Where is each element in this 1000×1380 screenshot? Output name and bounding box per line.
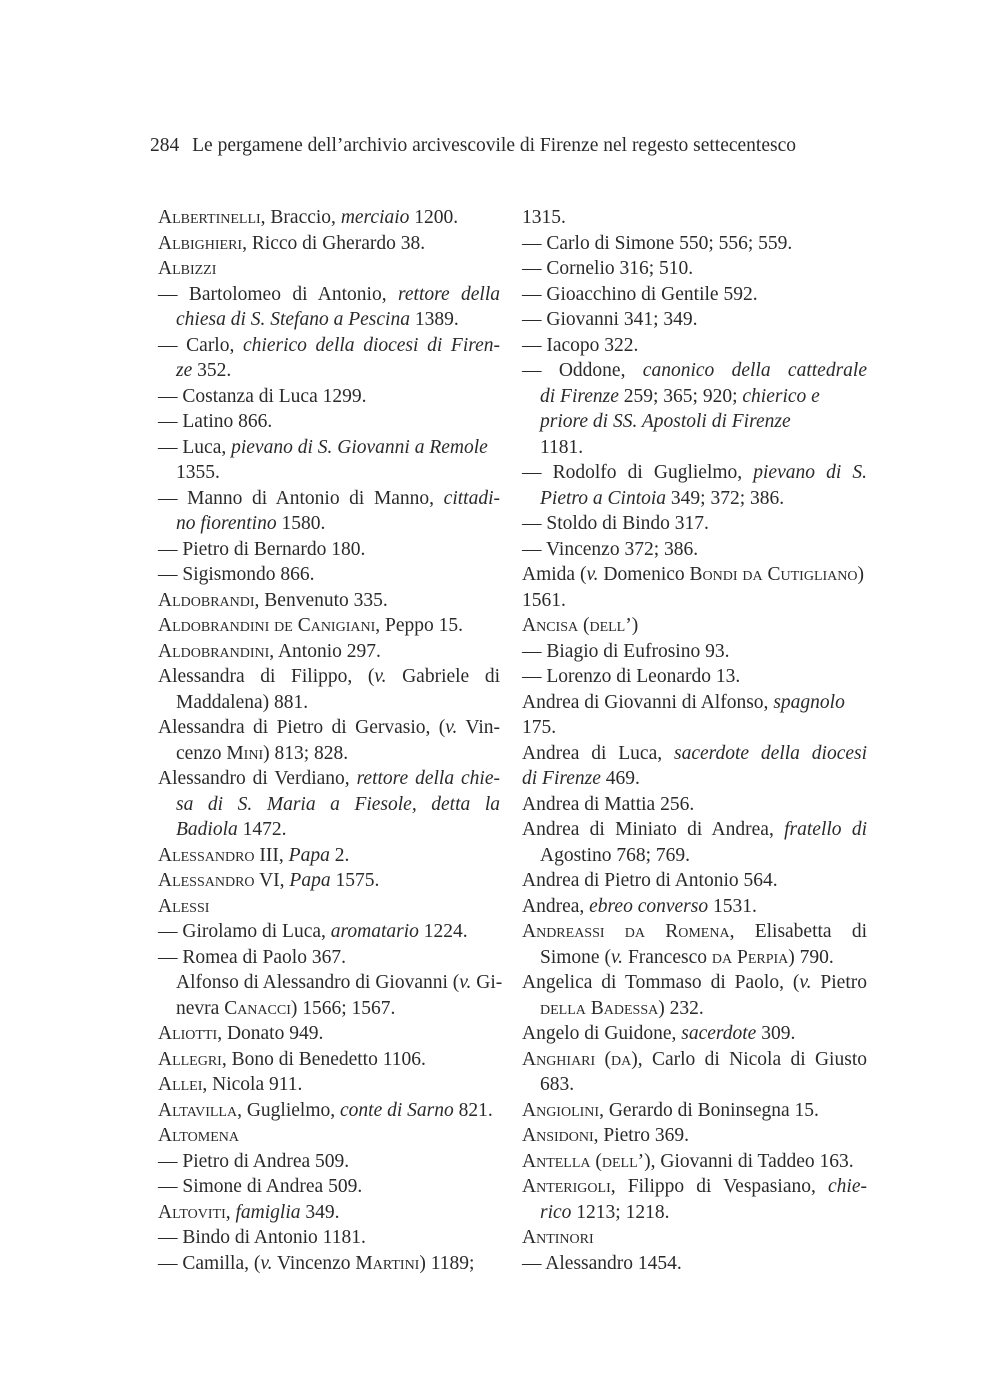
index-entry-line bbox=[522, 562, 867, 588]
index-entry-line bbox=[158, 1174, 500, 1200]
entry-text: aromatario bbox=[330, 921, 419, 942]
entry-text: — Girolamo di Luca, bbox=[158, 921, 331, 942]
entry-text: 1355. bbox=[176, 462, 220, 483]
entry-text: — Stoldo di Bindo 317. bbox=[522, 513, 709, 534]
entry-text: 469. bbox=[600, 768, 640, 789]
entry-text: Agostino 768; 769. bbox=[540, 844, 691, 866]
entry-text: , Giovanni di Taddeo 163. bbox=[650, 1150, 854, 1172]
entry-text: — Alessandro 1454. bbox=[522, 1252, 682, 1274]
entry-text: Andrea di Giovanni di Alfonso, bbox=[522, 691, 774, 713]
entry-text: Alfonso di Alessandro di Giovanni ( bbox=[176, 972, 460, 993]
index-entry-line bbox=[522, 1123, 867, 1149]
index-entry-line bbox=[158, 537, 500, 563]
entry-text: — Cornelio 316; 510. bbox=[522, 258, 694, 279]
entry-text: ) 1189; bbox=[419, 1252, 475, 1274]
entry-text: , Carlo di Nicola di Giusto bbox=[637, 1048, 867, 1070]
entry-text: di Firenze bbox=[522, 768, 601, 789]
entry-text: 1181. bbox=[540, 436, 584, 458]
index-entry-line bbox=[522, 1200, 867, 1226]
index-entry-line bbox=[522, 1021, 867, 1047]
index-entry-line bbox=[522, 715, 867, 741]
entry-text: Anterigoli bbox=[522, 1176, 611, 1197]
entry-text: 1200. bbox=[409, 207, 459, 228]
entry-text: v. bbox=[445, 717, 458, 738]
entry-text: Aliotti bbox=[158, 1023, 218, 1044]
index-entry-line bbox=[158, 333, 500, 359]
entry-text: — Manno di Antonio di Manno, bbox=[158, 487, 444, 509]
entry-text: Ansidoni bbox=[522, 1125, 594, 1146]
entry-text: — Simone di Andrea 509. bbox=[158, 1176, 363, 1197]
entry-text: chie- bbox=[828, 1176, 867, 1197]
entry-text: Andrea di Mattia 256. bbox=[522, 793, 695, 815]
entry-text: Andrea di Miniato di Andrea, bbox=[522, 819, 785, 840]
index-entry-line bbox=[158, 460, 500, 486]
entry-text: v. bbox=[374, 666, 387, 687]
entry-text: Alessandro bbox=[158, 870, 255, 891]
entry-text: ) 232. bbox=[658, 997, 704, 1019]
index-entry-line bbox=[158, 1123, 500, 1149]
entry-text: Gi- bbox=[471, 972, 503, 993]
entry-text: — Pietro di Bernardo 180. bbox=[158, 538, 366, 560]
entry-text: 1213; 1218. bbox=[571, 1201, 670, 1223]
index-entry-line bbox=[158, 945, 500, 971]
entry-text: Andrea, bbox=[522, 895, 590, 917]
index-entry-line bbox=[522, 307, 867, 333]
entry-text: Aldobrandini bbox=[158, 640, 270, 662]
index-entry-line bbox=[522, 511, 867, 537]
entry-text: — Gioacchino di Gentile 592. bbox=[522, 283, 758, 305]
index-entry-line bbox=[158, 409, 500, 435]
entry-text: ze bbox=[176, 360, 193, 381]
index-entry-line bbox=[158, 435, 500, 461]
entry-text: nevra bbox=[176, 997, 225, 1019]
entry-text: v. bbox=[260, 1252, 273, 1274]
entry-text: Alessandro di Verdiano, bbox=[158, 768, 357, 789]
entry-text: — Camilla, ( bbox=[158, 1252, 261, 1274]
entry-text: ebreo converso bbox=[589, 895, 709, 917]
entry-text: v. bbox=[459, 972, 472, 993]
index-entry-line bbox=[158, 256, 500, 282]
entry-text: — Bindo di Antonio 1181. bbox=[158, 1227, 366, 1248]
entry-text: chiesa di S. Stefano a Pescina bbox=[176, 309, 410, 330]
entry-text: sacerdote della diocesi bbox=[673, 742, 868, 764]
entry-text: Aldobrandini de Canigiani bbox=[158, 615, 376, 636]
index-entry-line bbox=[158, 588, 500, 614]
entry-text: Pietro bbox=[811, 972, 867, 993]
page-number: 284 bbox=[150, 135, 180, 156]
index-entry-line bbox=[158, 307, 500, 333]
entry-text: merciaio bbox=[340, 207, 410, 228]
entry-text: — Bartolomeo di Antonio, bbox=[158, 283, 398, 305]
index-entry-line bbox=[158, 817, 500, 843]
entry-text: ) bbox=[857, 564, 864, 585]
entry-text: di Firenze bbox=[540, 385, 619, 407]
index-entry-line bbox=[522, 843, 867, 869]
entry-text: Mini bbox=[226, 742, 264, 764]
entry-text: — Oddone, bbox=[522, 360, 643, 381]
entry-text: Canacci bbox=[224, 997, 291, 1019]
entry-text: , Benvenuto 335. bbox=[254, 589, 388, 611]
entry-text: Andreassi da Romena bbox=[522, 921, 730, 942]
index-entry-line bbox=[158, 205, 500, 231]
entry-text: 1389. bbox=[409, 309, 459, 330]
entry-text: 683. bbox=[540, 1074, 575, 1095]
index-entry-line bbox=[158, 358, 500, 384]
running-title: Le pergamene dell’archivio arcivescovile di Firenze nel regesto settecentesco bbox=[192, 135, 796, 156]
entry-text: canonico della cattedrale bbox=[642, 360, 867, 381]
entry-text: Angelica di Tommaso di Paolo, ( bbox=[522, 972, 800, 993]
entry-text: — Pietro di Andrea 509. bbox=[158, 1150, 350, 1172]
running-head bbox=[150, 133, 870, 159]
index-entry-line bbox=[522, 460, 867, 486]
entry-text: Altavilla bbox=[158, 1099, 238, 1121]
entry-text: sacerdote bbox=[681, 1023, 757, 1044]
index-entry-line bbox=[522, 384, 867, 410]
entry-text: Altoviti bbox=[158, 1201, 226, 1223]
index-entry-line bbox=[522, 1098, 867, 1124]
index-entry-line bbox=[158, 690, 500, 716]
entry-text: Andrea di Luca, bbox=[522, 742, 674, 764]
index-entry-line bbox=[158, 1225, 500, 1251]
index-entry-line bbox=[158, 613, 500, 639]
entry-text: no fiorentino bbox=[176, 513, 277, 534]
entry-text: Badiola bbox=[176, 819, 238, 840]
entry-text: 2. bbox=[329, 844, 350, 866]
index-entry-line bbox=[522, 996, 867, 1022]
entry-text: cittadi- bbox=[443, 487, 500, 509]
index-entry-line bbox=[522, 1251, 867, 1277]
index-entry-line bbox=[158, 511, 500, 537]
entry-text: Alessandra di Filippo, ( bbox=[158, 666, 375, 687]
entry-text: fratello di bbox=[784, 819, 867, 840]
index-entry-line bbox=[522, 817, 867, 843]
index-entry-line bbox=[522, 664, 867, 690]
entry-text: Aldobrandi bbox=[158, 589, 255, 611]
index-entry-line bbox=[522, 358, 867, 384]
entry-text: chierico e bbox=[742, 385, 820, 407]
entry-text: spagnolo bbox=[773, 691, 845, 713]
index-entry-line bbox=[522, 868, 867, 894]
entry-text: , Ricco di Gherardo 38. bbox=[242, 232, 426, 254]
entry-text: Alessandro bbox=[158, 844, 255, 866]
index-entry-line bbox=[158, 562, 500, 588]
index-entry-line bbox=[522, 766, 867, 792]
entry-text: , Braccio, bbox=[260, 207, 341, 228]
index-entry-line bbox=[522, 741, 867, 767]
index-entry-line bbox=[522, 409, 867, 435]
index-entry-line bbox=[522, 970, 867, 996]
entry-text: , Peppo 15. bbox=[375, 615, 464, 636]
index-column-right bbox=[522, 205, 867, 1276]
index-entry-line bbox=[158, 639, 500, 665]
entry-text: Maddalena) 881. bbox=[176, 691, 309, 713]
entry-text: sa di S. Maria a Fiesole, detta la bbox=[176, 793, 500, 815]
entry-text: , Bono di Benedetto 1106. bbox=[221, 1048, 426, 1070]
entry-text: — Romea di Paolo 367. bbox=[158, 946, 346, 968]
index-entry-line bbox=[158, 1200, 500, 1226]
entry-text: , Gerardo di Boninsegna 15. bbox=[599, 1099, 819, 1121]
entry-text: pievano di S. Giovanni a Remole bbox=[231, 436, 488, 458]
entry-text: — Vincenzo 372; 386. bbox=[522, 538, 699, 560]
entry-text: chierico della diocesi di Firen- bbox=[243, 334, 501, 356]
entry-text: , Guglielmo, bbox=[237, 1099, 340, 1121]
entry-text: — Costanza di Luca 1299. bbox=[158, 385, 367, 407]
index-entry-line bbox=[158, 282, 500, 308]
entry-text: v. bbox=[799, 972, 812, 993]
index-entry-line bbox=[158, 792, 500, 818]
index-entry-line bbox=[522, 537, 867, 563]
entry-text: III, bbox=[254, 844, 289, 866]
index-entry-line bbox=[158, 741, 500, 767]
index-entry-line bbox=[158, 766, 500, 792]
entry-text: 259; 365; 920; bbox=[618, 385, 743, 407]
entry-text: 175. bbox=[522, 717, 557, 738]
index-entry-line bbox=[522, 919, 867, 945]
entry-text: conte di Sarno bbox=[340, 1099, 454, 1121]
entry-text: — Lorenzo di Leonardo 13. bbox=[522, 666, 741, 687]
entry-text: Alessandra di Pietro di Gervasio, ( bbox=[158, 717, 446, 738]
entry-text: Angiolini bbox=[522, 1099, 600, 1121]
entry-text: da Perpia bbox=[711, 946, 789, 968]
entry-text: , Elisabetta di bbox=[729, 921, 867, 942]
index-entry-line bbox=[158, 996, 500, 1022]
entry-text: Allegri bbox=[158, 1048, 222, 1070]
entry-text: — Luca, bbox=[158, 436, 232, 458]
index-entry-line bbox=[522, 282, 867, 308]
entry-text: — Latino 866. bbox=[158, 411, 273, 432]
index-entry-line bbox=[522, 945, 867, 971]
index-entry-line bbox=[522, 435, 867, 461]
entry-text: Vincenzo bbox=[272, 1252, 356, 1274]
index-entry-line bbox=[158, 1098, 500, 1124]
entry-text: Albizzi bbox=[158, 258, 217, 279]
entry-text: , Nicola 911. bbox=[202, 1074, 303, 1095]
entry-text: Angelo di Guidone, bbox=[522, 1023, 682, 1044]
index-entry-line bbox=[522, 1149, 867, 1175]
entry-text: — Carlo di Simone 550; 556; 559. bbox=[522, 232, 793, 254]
entry-text: Ancisa (dell’) bbox=[522, 615, 639, 636]
entry-text: 309. bbox=[756, 1023, 796, 1044]
index-entry-line bbox=[522, 1047, 867, 1073]
index-entry-line bbox=[522, 486, 867, 512]
entry-text: Martini bbox=[355, 1252, 420, 1274]
entry-text: Albertinelli bbox=[158, 207, 261, 228]
entry-text: 821. bbox=[453, 1099, 493, 1121]
entry-text: , Pietro 369. bbox=[593, 1125, 689, 1146]
entry-text: v. bbox=[586, 564, 599, 585]
entry-text: , Donato 949. bbox=[217, 1023, 324, 1044]
entry-text: Alessi bbox=[158, 895, 210, 917]
entry-text: Pietro a Cintoia bbox=[540, 487, 667, 509]
index-entry-line bbox=[522, 1225, 867, 1251]
entry-text: , bbox=[225, 1201, 236, 1223]
entry-text: rettore della chie- bbox=[356, 768, 500, 789]
entry-text: Domenico bbox=[598, 564, 690, 585]
index-entry-line bbox=[158, 970, 503, 996]
index-entry-line bbox=[522, 1174, 867, 1200]
entry-text: ) 1566; 1567. bbox=[290, 997, 396, 1019]
entry-text: cenzo bbox=[176, 742, 227, 764]
entry-text: 1580. bbox=[276, 513, 326, 534]
entry-text: v. bbox=[610, 946, 624, 968]
index-entry-line bbox=[522, 1072, 867, 1098]
index-entry-line bbox=[158, 231, 500, 257]
entry-text: 1561. bbox=[522, 589, 566, 611]
index-entry-line bbox=[522, 205, 867, 231]
entry-text: Anghiari (da) bbox=[522, 1048, 638, 1070]
index-entry-line bbox=[158, 843, 500, 869]
entry-text: priore di SS. Apostoli di Firenze bbox=[540, 411, 791, 432]
entry-text: Albighieri bbox=[158, 232, 243, 254]
entry-text: Bondi da Cutigliano bbox=[689, 564, 858, 585]
index-entry-line bbox=[158, 894, 500, 920]
entry-text: 349; 372; 386. bbox=[666, 487, 785, 509]
entry-text: Gabriele di bbox=[386, 666, 500, 687]
index-entry-line bbox=[158, 1251, 500, 1277]
entry-text: — Iacopo 322. bbox=[522, 334, 639, 356]
entry-text: Papa bbox=[288, 844, 330, 866]
entry-text: VI, bbox=[254, 870, 290, 891]
entry-text: — Rodolfo di Guglielmo, bbox=[522, 462, 754, 483]
entry-text: Antinori bbox=[522, 1227, 594, 1248]
entry-text: 1224. bbox=[418, 921, 468, 942]
entry-text: 1315. bbox=[522, 207, 566, 228]
entry-text: — Carlo, bbox=[158, 334, 244, 356]
entry-text: Amida ( bbox=[522, 564, 587, 585]
index-entry-line bbox=[522, 639, 867, 665]
index-entry-line bbox=[522, 231, 867, 257]
index-entry-line bbox=[158, 384, 500, 410]
entry-text: , Antonio 297. bbox=[269, 640, 381, 662]
index-entry-line bbox=[158, 1047, 500, 1073]
entry-text: , Filippo di Vespasiano, bbox=[610, 1176, 829, 1197]
entry-text: ) 813; 828. bbox=[263, 742, 349, 764]
index-entry-line bbox=[158, 1021, 500, 1047]
index-entry-line bbox=[158, 919, 500, 945]
entry-text: Andrea di Pietro di Antonio 564. bbox=[522, 870, 778, 891]
entry-text: Allei bbox=[158, 1074, 203, 1095]
entry-text: Altomena bbox=[158, 1125, 239, 1146]
index-entry-line bbox=[522, 613, 867, 639]
index-entry-line bbox=[158, 715, 500, 741]
index-entry-line bbox=[158, 868, 500, 894]
index-entry-line bbox=[522, 256, 867, 282]
index-entry-line bbox=[158, 1072, 500, 1098]
entry-text: — Sigismondo 866. bbox=[158, 564, 315, 585]
entry-text: Simone ( bbox=[540, 946, 611, 968]
entry-text: 1575. bbox=[330, 870, 380, 891]
entry-text: 349. bbox=[300, 1201, 340, 1223]
index-entry-line bbox=[158, 1149, 500, 1175]
index-entry-line bbox=[522, 588, 867, 614]
entry-text: — Giovanni 341; 349. bbox=[522, 309, 698, 330]
entry-text: Francesco bbox=[623, 946, 712, 968]
index-entry-line bbox=[522, 333, 867, 359]
entry-text: famiglia bbox=[235, 1201, 301, 1223]
entry-text: rico bbox=[540, 1201, 572, 1223]
entry-text: pievano di S. bbox=[753, 462, 867, 483]
entry-text: 1531. bbox=[708, 895, 757, 917]
entry-text: — Biagio di Eufrosino 93. bbox=[522, 640, 730, 662]
entry-text: ) 790. bbox=[788, 946, 834, 968]
index-column-left bbox=[158, 205, 503, 1276]
entry-text: Vin- bbox=[457, 717, 500, 738]
entry-text: 352. bbox=[192, 360, 232, 381]
entry-text: 1472. bbox=[237, 819, 287, 840]
entry-text: Papa bbox=[289, 870, 331, 891]
index-entry-line bbox=[522, 792, 867, 818]
entry-text: Antella (dell’) bbox=[522, 1150, 651, 1172]
index-entry-line bbox=[158, 664, 500, 690]
index-entry-line bbox=[522, 894, 867, 920]
entry-text: rettore della bbox=[398, 283, 501, 305]
index-entry-line bbox=[158, 486, 500, 512]
entry-text: della Badessa bbox=[540, 997, 659, 1019]
index-entry-line bbox=[522, 690, 867, 716]
